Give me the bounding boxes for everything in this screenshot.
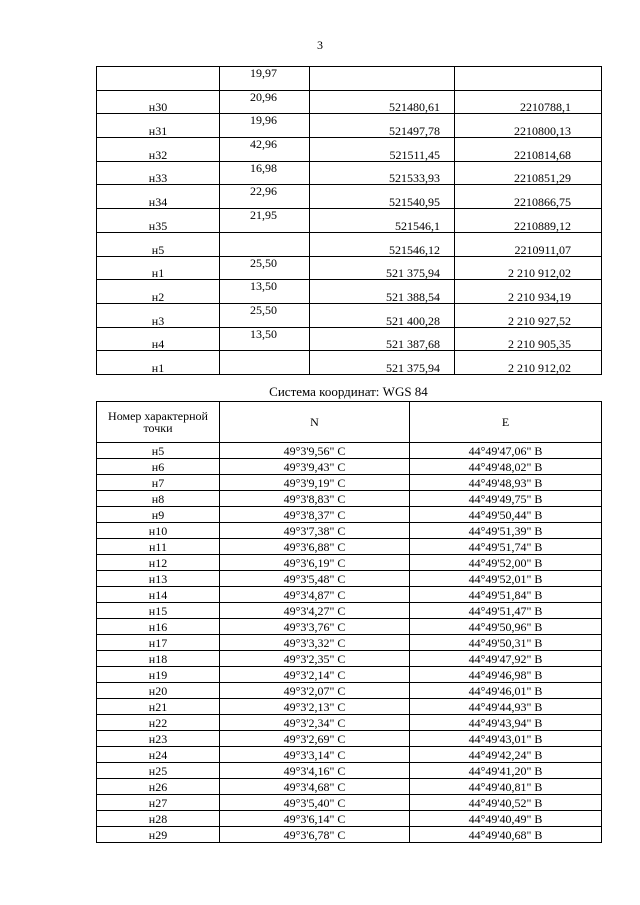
table-row [97, 667, 602, 683]
latitude: 49°3'3,14" С [220, 747, 410, 763]
longitude: 44°49'52,01" В [410, 571, 602, 587]
point-name: н27 [97, 795, 220, 811]
latitude: 49°3'2,13" С [220, 699, 410, 715]
point-name: н28 [97, 811, 220, 827]
longitude: 44°49'43,94" В [410, 715, 602, 731]
point-name: н24 [97, 747, 220, 763]
latitude: 49°3'6,14" С [220, 811, 410, 827]
longitude: 44°49'43,01" В [410, 731, 602, 747]
point-name: н1 [97, 351, 220, 375]
table-row [97, 731, 602, 747]
header-n: N [220, 402, 410, 443]
point-name: н17 [97, 635, 220, 651]
longitude: 44°49'48,93" В [410, 475, 602, 491]
coord-y: 2 210 934,19 [455, 280, 602, 304]
coord-y: 2210889,12 [455, 209, 602, 233]
coord-x: 521 375,94 [310, 351, 455, 375]
latitude: 49°3'9,19" С [220, 475, 410, 491]
table-row [97, 619, 602, 635]
coord-x: 521533,93 [310, 161, 455, 185]
point-name: н34 [97, 185, 220, 209]
point-name: н31 [97, 114, 220, 138]
table-row [97, 67, 602, 91]
point-name: н18 [97, 651, 220, 667]
latitude: 49°3'2,69" С [220, 731, 410, 747]
point-name: н4 [97, 327, 220, 351]
latitude: 49°3'4,87" С [220, 587, 410, 603]
point-name: н16 [97, 619, 220, 635]
point-name: н20 [97, 683, 220, 699]
point-name: н29 [97, 827, 220, 843]
table-row [97, 209, 602, 233]
longitude: 44°49'51,47" В [410, 603, 602, 619]
segment-length [220, 351, 310, 375]
segment-length [220, 232, 310, 256]
latitude: 49°3'4,16" С [220, 763, 410, 779]
latitude: 49°3'2,34" С [220, 715, 410, 731]
table-row [97, 635, 602, 651]
table-row [97, 303, 602, 327]
table-row [97, 280, 602, 304]
segment-length: 19,96 [220, 114, 310, 138]
longitude: 44°49'47,06" В [410, 443, 602, 459]
point-name: н12 [97, 555, 220, 571]
latitude: 49°3'3,76" С [220, 619, 410, 635]
coord-y: 2210800,13 [455, 114, 602, 138]
point-name: н8 [97, 491, 220, 507]
latitude: 49°3'8,83" С [220, 491, 410, 507]
coord-x: 521546,12 [310, 232, 455, 256]
segment-length: 16,98 [220, 161, 310, 185]
longitude: 44°49'42,24" В [410, 747, 602, 763]
latitude: 49°3'8,37" С [220, 507, 410, 523]
longitude: 44°49'51,84" В [410, 587, 602, 603]
table-row [97, 683, 602, 699]
longitude: 44°49'40,49" В [410, 811, 602, 827]
segment-length: 21,95 [220, 209, 310, 233]
table-row [97, 138, 602, 162]
latitude: 49°3'4,68" С [220, 779, 410, 795]
point-name: н35 [97, 209, 220, 233]
coord-x: 521540,95 [310, 185, 455, 209]
point-name: н1 [97, 256, 220, 280]
point-name: н5 [97, 443, 220, 459]
coord-y: 2210911,07 [455, 232, 602, 256]
latitude: 49°3'5,48" С [220, 571, 410, 587]
table-row [97, 651, 602, 667]
table-row [97, 539, 602, 555]
wgs-caption: Система координат: WGS 84 [269, 384, 428, 399]
longitude: 44°49'46,01" В [410, 683, 602, 699]
table-row [97, 715, 602, 731]
coord-y: 2 210 905,35 [455, 327, 602, 351]
segment-length: 42,96 [220, 138, 310, 162]
latitude: 49°3'6,19" С [220, 555, 410, 571]
coord-x: 521 388,54 [310, 280, 455, 304]
header-point: Номер характерной точки [97, 402, 220, 443]
coord-y: 2 210 912,02 [455, 256, 602, 280]
table-row [97, 114, 602, 138]
coord-y: 2210788,1 [455, 90, 602, 114]
coord-y: 2 210 912,02 [455, 351, 602, 375]
coord-x: 521 387,68 [310, 327, 455, 351]
coord-x: 521480,61 [310, 90, 455, 114]
longitude: 44°49'47,92" В [410, 651, 602, 667]
segment-length: 25,50 [220, 256, 310, 280]
longitude: 44°49'50,31" В [410, 635, 602, 651]
point-name [97, 67, 220, 91]
longitude: 44°49'49,75" В [410, 491, 602, 507]
point-name: н2 [97, 280, 220, 304]
point-name: н26 [97, 779, 220, 795]
coord-y: 2210866,75 [455, 185, 602, 209]
table-row [97, 555, 602, 571]
point-name: н30 [97, 90, 220, 114]
table-row [97, 747, 602, 763]
longitude: 44°49'48,02" В [410, 459, 602, 475]
coord-x [310, 67, 455, 91]
table-row [97, 811, 602, 827]
point-name: н5 [97, 232, 220, 256]
segment-length: 13,50 [220, 280, 310, 304]
coord-x: 521511,45 [310, 138, 455, 162]
page-number: 3 [317, 38, 323, 52]
table-row [97, 603, 602, 619]
point-name: н9 [97, 507, 220, 523]
coord-x: 521497,78 [310, 114, 455, 138]
segment-length: 13,50 [220, 327, 310, 351]
table-row [97, 327, 602, 351]
longitude: 44°49'52,00" В [410, 555, 602, 571]
table-row [97, 90, 602, 114]
segment-length: 25,50 [220, 303, 310, 327]
point-name: н19 [97, 667, 220, 683]
latitude: 49°3'6,78" С [220, 827, 410, 843]
table-row [97, 795, 602, 811]
latitude: 49°3'7,38" С [220, 523, 410, 539]
header-e: E [410, 402, 602, 443]
longitude: 44°49'50,44" В [410, 507, 602, 523]
table-row [97, 351, 602, 375]
table-row [97, 161, 602, 185]
table-row [97, 699, 602, 715]
table-row [97, 763, 602, 779]
table-row [97, 256, 602, 280]
point-name: н7 [97, 475, 220, 491]
latitude: 49°3'3,32" С [220, 635, 410, 651]
table-row [97, 443, 602, 459]
longitude: 44°49'51,74" В [410, 539, 602, 555]
point-name: н22 [97, 715, 220, 731]
point-name: н21 [97, 699, 220, 715]
table-row [97, 523, 602, 539]
point-name: н23 [97, 731, 220, 747]
point-name: н25 [97, 763, 220, 779]
wgs-header-row [97, 402, 602, 443]
longitude: 44°49'50,96" В [410, 619, 602, 635]
table-row [97, 779, 602, 795]
segment-length: 19,97 [220, 67, 310, 91]
coord-x: 521 400,28 [310, 303, 455, 327]
coord-y: 2 210 927,52 [455, 303, 602, 327]
coord-x: 521 375,94 [310, 256, 455, 280]
latitude: 49°3'6,88" С [220, 539, 410, 555]
point-name: н14 [97, 587, 220, 603]
point-name: н11 [97, 539, 220, 555]
point-name: н13 [97, 571, 220, 587]
table-row [97, 587, 602, 603]
longitude: 44°49'40,68" В [410, 827, 602, 843]
point-name: н32 [97, 138, 220, 162]
coord-y: 2210814,68 [455, 138, 602, 162]
point-name: н3 [97, 303, 220, 327]
latitude: 49°3'4,27" С [220, 603, 410, 619]
longitude: 44°49'41,20" В [410, 763, 602, 779]
latitude: 49°3'9,43" С [220, 459, 410, 475]
latitude: 49°3'2,35" С [220, 651, 410, 667]
table-row [97, 571, 602, 587]
segment-length: 20,96 [220, 90, 310, 114]
coord-x: 521546,1 [310, 209, 455, 233]
coord-y [455, 67, 602, 91]
table-row [97, 459, 602, 475]
table-row [97, 507, 602, 523]
point-name: н10 [97, 523, 220, 539]
table-row [97, 491, 602, 507]
longitude: 44°49'46,98" В [410, 667, 602, 683]
longitude: 44°49'44,93" В [410, 699, 602, 715]
latitude: 49°3'2,07" С [220, 683, 410, 699]
latitude: 49°3'2,14" С [220, 667, 410, 683]
wgs-coordinates-table [96, 401, 602, 843]
longitude: 44°49'51,39" В [410, 523, 602, 539]
table-row [97, 475, 602, 491]
table-row [97, 185, 602, 209]
longitude: 44°49'40,52" В [410, 795, 602, 811]
point-name: н33 [97, 161, 220, 185]
table-row [97, 232, 602, 256]
point-name: н6 [97, 459, 220, 475]
point-name: н15 [97, 603, 220, 619]
table-row [97, 827, 602, 843]
msk-coordinates-table [96, 66, 602, 375]
latitude: 49°3'5,40" С [220, 795, 410, 811]
coord-y: 2210851,29 [455, 161, 602, 185]
longitude: 44°49'40,81" В [410, 779, 602, 795]
segment-length: 22,96 [220, 185, 310, 209]
latitude: 49°3'9,56" С [220, 443, 410, 459]
